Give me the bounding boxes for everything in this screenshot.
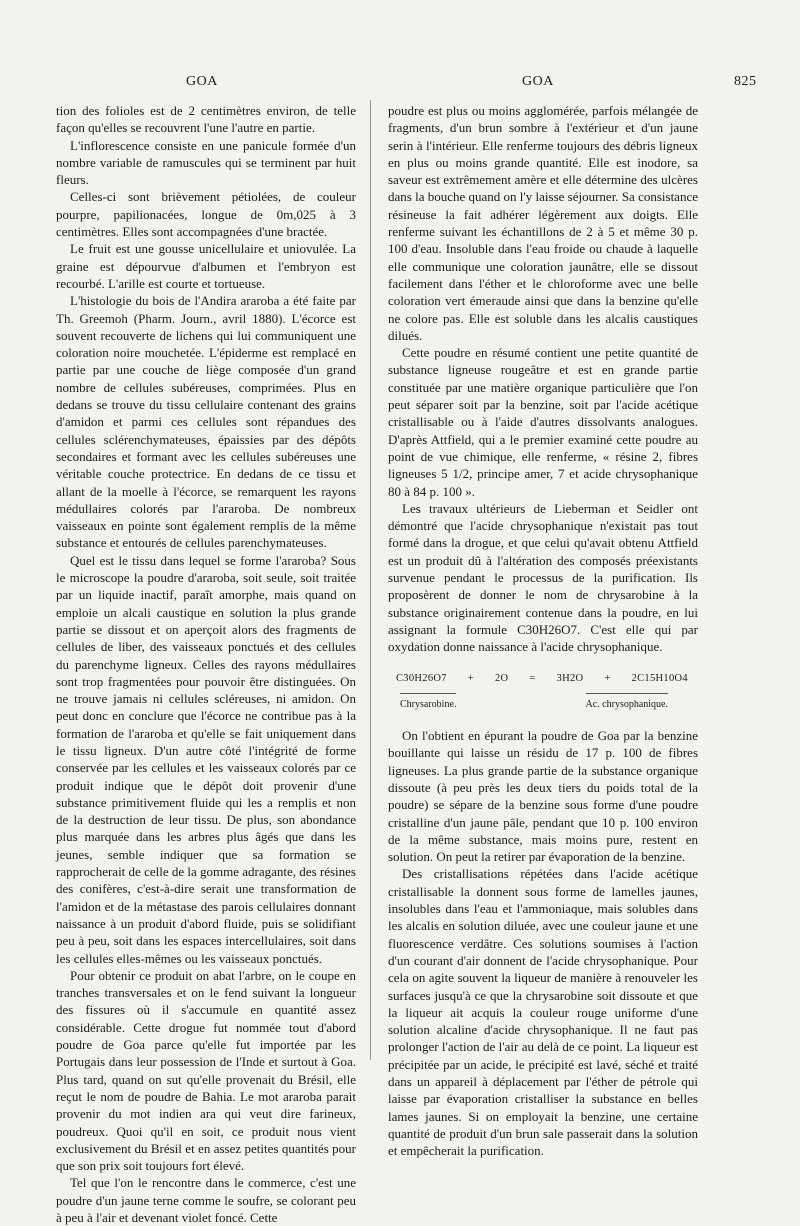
eq-equals: =	[529, 672, 536, 684]
paragraph: Pour obtenir ce produit on abat l'arbre, on le coupe en tranches transversales et on le fend suivant la longueur des fissures où il s'accumule en quantité assez considérable. Cette drogue fut nommée tout d'abord poudre de Goa parce qu'elle fut importée par les Portugais dans leur possession de l'Inde et surtout à Goa. Plus tard, quand on sut qu'elle provenait du Brésil, elle reçut le nom de poudre de Bahia. Le mot araroba parait provenir du mot indien ara qui veut dire farineux, poudreux. Quoi qu'il en soit, ce produit nous vient exclusivement du Brésil et en assez petites quantités pour que son prix soit toujours fort élevé.	[56, 967, 356, 1174]
chemical-equation	[396, 670, 688, 687]
eq-water: 3H2O	[556, 672, 584, 684]
eq-label-chrysophanic-acid: Ac. chrysophanique.	[586, 693, 668, 713]
page-number: 825	[734, 74, 757, 89]
equation-labels	[400, 693, 668, 713]
paragraph: L'inflorescence consiste en une panicule formée d'un nombre variable de ramuscules qui se terminent par huit fleurs.	[56, 137, 356, 188]
paragraph: Les travaux ultérieurs de Lieberman et Seidler ont démontré que l'acide chrysophanique n'existait pas tout formé dans la drogue, et que celui qu'avait obtenu Attfield est un produit dû à l'altération des composés préexistants survenue pendant le processus de la purification. Ils proposèrent de donner le nom de chrysarobine à la substance originairement contenue dans la poudre, en lui assignant la formule C30H26O7. C'est elle qui par oxydation donne naissance à l'acide chrysophanique.	[388, 500, 698, 655]
eq-oxygen: 2O	[494, 672, 509, 684]
eq-plus: +	[467, 672, 475, 684]
paragraph: Cette poudre en résumé contient une petite quantité de substance ligneuse rougeâtre et est en grande partie constituée par une matière organique particulière que l'on peut séparer soit par la benzine, soit par l'acide acétique cristallisable ou à l'aide d'autres dissolvants analogues. D'après Attfield, qui a le premier examiné cette poudre au point de vue chimique, elle renferme, « résine 2, fibres ligneuses 5 1/2, principe amer, 7 et acide chrysophanique 80 à 84 p. 100 ».	[388, 345, 698, 499]
eq-reactant: C30H26O7	[396, 672, 447, 684]
paragraph: Quel est le tissu dans lequel se forme l'araroba? Sous le microscope la poudre d'araroba, soit seule, soit traitée par un liquide inactif, paraît amorphe, mais quand on emploie un alcali caustique en solution la plus grande partie se dissout et on aperçoit alors des fragments de cellules de liber, des vaisseaux ponctués et des cellules du parenchyme ligneux. Celles des rayons médullaires sont trop fragmentées pour pouvoir être distinguées. On ne trouve jamais ni cellules scléreuses, ni amidon. On peut donc en conclure que l'écorce ne contribue pas à la formation de l'araroba et qu'elle se fait uniquement dans le tissu ligneux. D'un autre côté l'intégrité de forme conservée par les cellules et les vaisseaux colorés par ce produit indique que le dépôt doit provenir d'une substance primitivement fluide qui les a remplis et non de la destruction de leur tissu. De plus, son abondance plus marquée dans les arbres plus âgés que dans les jeunes, semble indiquer que sa formation se rapprocherait de celle de la gomme adragante, des résines des conifères, c'est-à-dire serait une transformation de l'amidon et de la métastase des parois cellulaires donnant naissance à un produit d'abord fluide, puis se solidifiant peu à peu, soit dans les espaces intercellulaires, soit dans les cellules elles-mêmes ou les vaisseaux ponctués.	[56, 552, 356, 966]
running-head-right: GOA	[522, 74, 554, 89]
paragraph: Tel que l'on le rencontre dans le commerce, c'est une poudre d'un jaune terne comme le soufre, se colorant peu à peu à l'air et devenant violet foncé. Cette	[56, 1175, 356, 1225]
paragraph: poudre est plus ou moins agglomérée, parfois mélangée de fragments, d'un brun sombre à l'extérieur et d'un jaune serin à l'intérieur. Elle renferme toujours des débris ligneux en plus ou moins grande quantité. Elle est inodore, sa saveur est extrêmement amère et elle détermine des ulcères dans la bouche quand on l'y laisse séjourner. Sa consistance résineuse la fait adhérer légèrement aux doigts. Elle renferme suivant les échantillons de 2 à 5 et même 30 p. 100 d'eau. Insoluble dans l'eau froide ou chaude à laquelle elle communique une coloration jaunâtre, elle se dissout facilement dans l'éther et le chloroforme avec une belle coloration vert émeraude ainsi que dans la benzine qu'elle ne colore pas. Elle est soluble dans les alcalis caustiques dilués.	[388, 103, 698, 343]
paragraph: tion des folioles est de 2 centimètres environ, de telle façon qu'elles se recouvrent l'une l'autre en partie.	[56, 103, 356, 136]
column-divider	[370, 100, 371, 1060]
paragraph: L'histologie du bois de l'Andira araroba a été faite par Th. Greemoh (Pharm. Journ., avril 1880). L'écorce est souvent recouverte de lichens qui lui communiquent une coloration noire mouchetée. L'épiderme est remplacé en partie par une couche de liège composée d'un grand nombre de cellules subéreuses, comprimées. Plus en dedans se trouve du tissu cellulaire contenant des grains d'amidon et parmi ces cellules sont répandues des cellules sclérenchymateuses, épaissies par des dépôts secondaires et formant avec les cellules subéreuses une véritable couche protectrice. En dedans de ce tissu et allant de la moelle à l'écorce, se remarquent les rayons médullaires colorés par l'araroba. De nombreux vaisseaux en pointe sont également remplis de la même substance et entourés de cellules parenchymateuses.	[56, 293, 356, 551]
eq-label-chrysarobine: Chrysarobine.	[400, 693, 456, 713]
paragraph: Celles-ci sont brièvement pétiolées, de couleur pourpre, papilionacées, longue de 0m,025 à 3 centimètres. Elles sont accompagnées d'une bractée.	[56, 189, 356, 240]
eq-plus: +	[604, 672, 611, 684]
eq-product: 2C15H10O4	[631, 672, 688, 684]
running-head-left: GOA	[186, 74, 218, 89]
right-column	[388, 102, 698, 1160]
paragraph: Des cristallisations répétées dans l'acide acétique cristallisable la donnent sous forme de lamelles jaunes, insolubles dans l'eau et l'ammoniaque, mais solubles dans les alcalis en solution diluée, avec une couleur jaune et une fluorescence verdâtre. Ces solutions soumises à l'action d'un courant d'air donnent de l'acide chrysophanique. Pour cela on agite souvent la liqueur de manière à renouveler les surfaces jusqu'à ce que la chrysarobine soit dissoute et que la liqueur ait acquis la couleur rouge uniforme d'une solution alcaline d'acide chrysophanique. Il ne faut pas prolonger l'action de l'air au delà de ce point. La liqueur est précipitée par un acide, le précipité est lavé, séché et traité dans un appareil à déplacement par l'éther de pétrole qui laisse par évaporation cristalliser la substance en belles lames jaunes. Si on employait la benzine, une certaine quantité de produit d'un brun sale passerait dans la solution et empêcherait la purification.	[388, 866, 698, 1159]
paragraph: On l'obtient en épurant la poudre de Goa par la benzine bouillante qui laisse un résidu de 17 p. 100 de fibres ligneuses. La plus grande partie de la substance organique dissoute (à peu près les deux tiers du poids total de la poudre) se sépare de la benzine sous forme d'une poudre cristalline d'un jaune pâle, pendant que 10 p. 100 environ de la même substance, mais moins pure, restent en solution. On peut la retirer par évaporation de la benzine.	[388, 728, 698, 865]
left-column	[56, 102, 356, 1226]
paragraph: Le fruit est une gousse unicellulaire et uniovulée. La graine est dépourvue d'albumen et l'embryon est recourbé. L'arille est courte et tortueuse.	[56, 241, 356, 291]
